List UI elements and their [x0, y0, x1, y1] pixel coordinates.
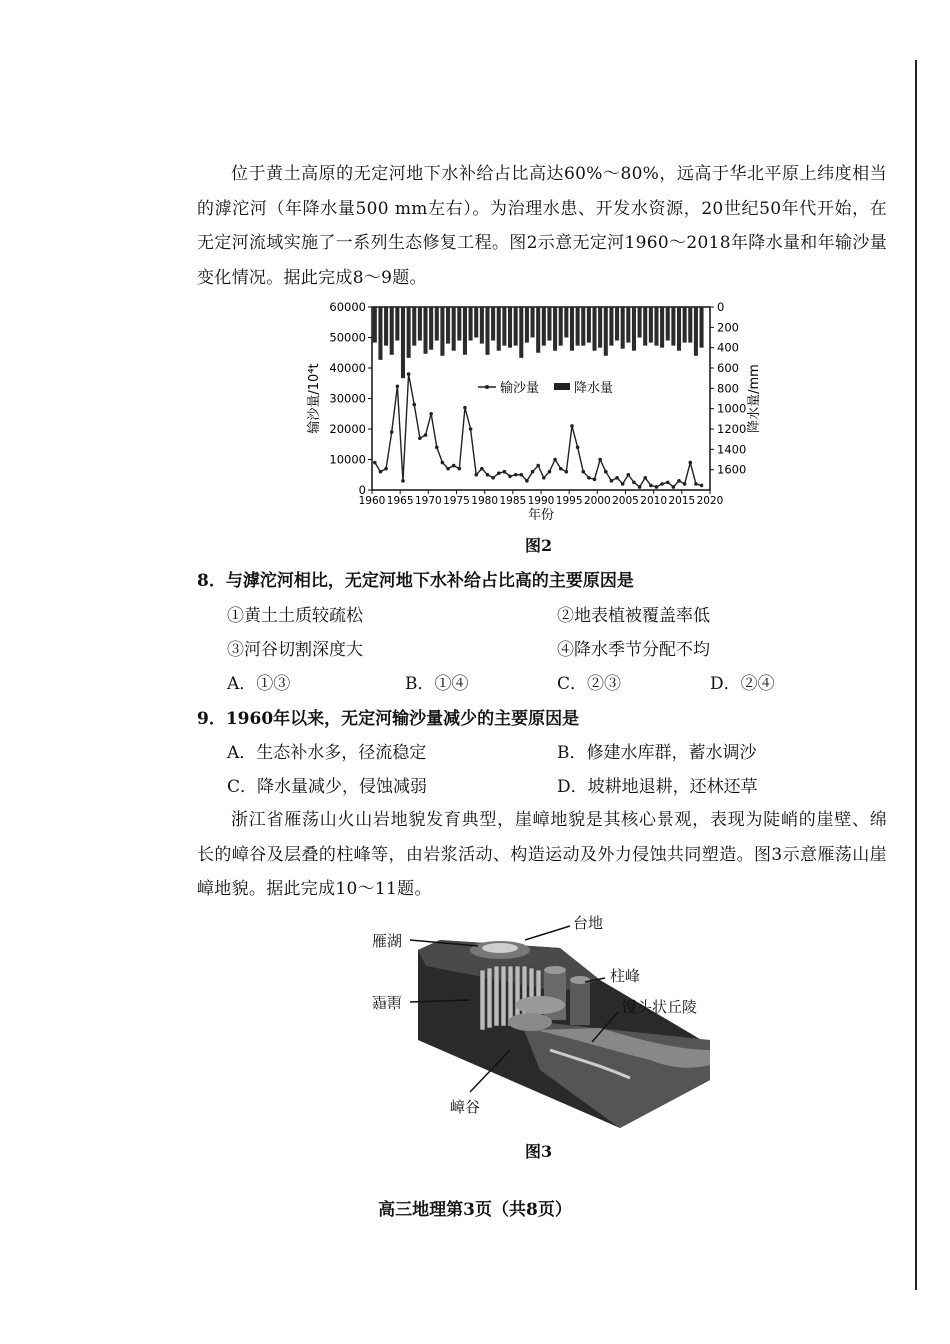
y-left-axis-label: 输沙量/10⁴t — [307, 363, 322, 434]
y-right-tick-label-1600: 1600 — [717, 462, 747, 477]
precip-bar-2002 — [609, 307, 613, 346]
precip-bar-1988 — [531, 307, 535, 338]
label-zhanggu: 嶂谷 — [450, 1098, 481, 1116]
plot-frame — [372, 307, 710, 490]
precip-bar-1973 — [446, 307, 450, 344]
precip-bar-2009 — [649, 307, 653, 343]
sediment-point-1981 — [491, 476, 495, 480]
sediment-point-1963 — [390, 430, 394, 434]
precip-bar-2014 — [677, 307, 681, 351]
precip-bar-2015 — [683, 307, 687, 343]
sediment-point-1962 — [384, 467, 388, 471]
legend-precip-label: 降水量 — [574, 381, 614, 396]
precip-bar-1995 — [570, 307, 574, 351]
sediment-point-1967 — [412, 403, 416, 407]
precip-bar-1985 — [514, 307, 518, 346]
sediment-point-2017 — [694, 482, 698, 486]
sediment-point-1975 — [458, 467, 462, 471]
precip-bar-2000 — [598, 307, 602, 348]
sediment-point-2007 — [638, 485, 642, 489]
x-tick-label-1960: 1960 — [358, 495, 386, 507]
chart-svg — [300, 295, 780, 525]
page-edge-line — [915, 60, 917, 1290]
precip-bar-1986 — [519, 307, 523, 358]
question-9-stem: 9．1960年以来，无定河输沙量减少的主要原因是 — [197, 709, 580, 729]
precip-bar-2006 — [632, 307, 636, 351]
precip-bar-1997 — [581, 307, 585, 346]
precip-bar-1998 — [587, 307, 591, 343]
precip-bar-1980 — [485, 307, 489, 355]
q9-choice-a[interactable]: A．生态补水多，径流稳定 — [227, 743, 427, 763]
legend-precip-swatch — [554, 383, 570, 390]
sediment-point-2013 — [672, 485, 676, 489]
y-right-tick-label-1200: 1200 — [717, 422, 747, 436]
sediment-point-1980 — [486, 473, 490, 477]
y-left-tick-label-40000: 40000 — [329, 361, 366, 375]
label-zhufeng: 柱峰 — [610, 967, 641, 985]
sediment-point-2004 — [621, 482, 625, 486]
sediment-point-1974 — [452, 464, 456, 468]
sediment-point-2012 — [666, 481, 670, 485]
sediment-point-1997 — [581, 470, 585, 474]
y-left-tick-label-20000: 20000 — [329, 422, 366, 436]
x-tick-label-2015: 2015 — [668, 495, 696, 507]
q8-item-2: ②地表植被覆盖率低 — [557, 606, 710, 626]
sediment-point-2003 — [615, 476, 619, 480]
precip-bar-1999 — [592, 307, 596, 351]
q9-choice-d[interactable]: D．坡耕地退耕，还林还草 — [557, 777, 758, 797]
precip-bar-1970 — [429, 307, 433, 350]
q8-choice-c[interactable]: C．②③ — [557, 674, 622, 694]
y-right-tick-label-800: 800 — [717, 381, 739, 396]
sediment-point-1978 — [474, 473, 478, 477]
precip-bar-2001 — [604, 307, 608, 356]
x-axis-label: 年份 — [527, 508, 555, 523]
x-tick-label-1975: 1975 — [443, 495, 470, 507]
sediment-point-2014 — [677, 479, 681, 483]
sediment-point-1960 — [373, 461, 377, 465]
precip-bar-1978 — [474, 307, 478, 338]
precip-bar-1975 — [457, 307, 461, 341]
precip-bar-2007 — [638, 307, 642, 338]
precip-bar-1990 — [542, 307, 546, 346]
sediment-point-1973 — [446, 467, 450, 471]
figure-3-diagram — [360, 900, 740, 1130]
sediment-point-1990 — [542, 476, 546, 480]
intro-paragraph-q8-9: 位于黄土高原的无定河地下水补给占比高达60%～80%，远高于华北平原上纬度相当的滹沱河（年降水量500 mm左右）。为治理水患、开发水资源，20世纪50年代开始，在无定河流域实施了一系列生态修复工程。图2示意无定河1960～2018年降水量和年输沙量变化情况。据此完成8～9题。 — [197, 164, 887, 288]
q8-item-3: ③河谷切割深度大 — [227, 640, 363, 660]
sediment-point-1994 — [565, 470, 569, 474]
precip-bar-2013 — [671, 307, 675, 346]
legend-sediment-dot — [485, 385, 489, 389]
precip-bar-2003 — [615, 307, 619, 341]
precip-bar-1965 — [401, 307, 405, 378]
sediment-point-1985 — [514, 473, 518, 477]
precip-bar-2018 — [700, 307, 704, 348]
x-tick-label-1980: 1980 — [471, 495, 499, 507]
y-right-tick-label-400: 400 — [717, 340, 739, 355]
x-tick-label-1985: 1985 — [499, 495, 527, 507]
precip-bar-1982 — [497, 307, 501, 351]
y-left-tick-label-60000: 60000 — [329, 300, 366, 314]
precip-bar-1971 — [435, 307, 439, 341]
sediment-point-1976 — [463, 406, 467, 410]
figure-3-caption: 图3 — [525, 1142, 553, 1161]
precip-bar-2016 — [688, 307, 692, 343]
precip-bar-1967 — [412, 307, 416, 346]
y-right-tick-label-1000: 1000 — [717, 401, 747, 416]
sediment-point-1995 — [570, 424, 574, 428]
y-right-tick-label-0: 0 — [717, 300, 725, 314]
sediment-point-1989 — [536, 464, 540, 468]
sediment-point-1964 — [396, 385, 400, 389]
intro-paragraph-q10-11: 浙江省雁荡山火山岩地貌发育典型，崖嶂地貌是其核心景观，表现为陡峭的崖壁、绵长的嶂谷及层叠的柱峰等，由岩浆活动、构造运动及外力侵蚀共同塑造。图3示意雁荡山崖嶂地貌。据此完成10～11题。 — [197, 810, 887, 899]
precip-bar-1992 — [553, 307, 557, 351]
sediment-point-1970 — [429, 412, 433, 416]
q9-choice-b[interactable]: B．修建水库群，蓄水调沙 — [557, 743, 757, 763]
label-taidi: 台地 — [573, 914, 604, 932]
y-left-tick-label-30000: 30000 — [329, 391, 366, 406]
sediment-point-1993 — [559, 467, 563, 471]
precip-bar-1984 — [508, 307, 512, 348]
precip-bar-1960 — [373, 307, 377, 343]
precip-bar-1966 — [407, 307, 411, 358]
x-tick-label-1970: 1970 — [414, 495, 442, 507]
sediment-point-2016 — [688, 461, 692, 465]
x-tick-label-1990: 1990 — [527, 495, 555, 507]
sediment-point-1992 — [553, 458, 557, 462]
precip-bar-2008 — [643, 307, 647, 346]
sediment-point-2010 — [655, 485, 659, 489]
precip-bar-2005 — [626, 307, 630, 343]
y-left-tick-label-0: 0 — [358, 483, 366, 497]
precip-bar-1962 — [384, 307, 388, 346]
q8-item-1: ①黄土土质较疏松 — [227, 606, 363, 626]
q8-choice-d[interactable]: D．②④ — [710, 674, 775, 694]
y-right-tick-label-200: 200 — [717, 320, 739, 335]
sediment-point-1998 — [587, 476, 591, 480]
precip-bar-1968 — [418, 307, 422, 341]
precip-bar-1969 — [423, 307, 427, 354]
label-yanhu: 雁湖 — [372, 932, 403, 950]
precip-bar-2017 — [694, 307, 698, 356]
precip-bar-1974 — [452, 307, 456, 351]
precip-bar-1983 — [502, 307, 506, 346]
sediment-point-2006 — [632, 481, 636, 485]
sediment-point-1991 — [548, 470, 552, 474]
sediment-point-1969 — [424, 433, 428, 437]
y-left-tick-label-10000: 10000 — [329, 452, 366, 467]
sediment-point-1984 — [508, 474, 512, 478]
precip-bar-1987 — [525, 307, 529, 343]
sediment-point-1972 — [441, 461, 445, 465]
precip-bar-1964 — [395, 307, 399, 341]
sediment-point-1982 — [497, 471, 501, 475]
precip-bar-1961 — [378, 307, 382, 360]
x-tick-label-2005: 2005 — [612, 495, 639, 507]
precip-bar-1996 — [576, 307, 580, 346]
y-right-tick-label-600: 600 — [717, 361, 739, 375]
precip-bar-1991 — [547, 307, 551, 341]
precip-bar-1979 — [480, 307, 484, 344]
sediment-point-1961 — [379, 470, 383, 474]
sediment-point-1971 — [435, 446, 439, 450]
precip-bar-1972 — [440, 307, 444, 356]
precip-bar-2010 — [654, 307, 658, 346]
precip-bar-2004 — [621, 307, 625, 349]
figure-2-caption: 图2 — [525, 536, 553, 555]
q8-item-4: ④降水季节分配不均 — [557, 640, 710, 660]
label-yabi: 崖壁 — [372, 993, 403, 1011]
x-tick-label-2000: 2000 — [583, 495, 611, 507]
precip-bar-1993 — [559, 307, 563, 346]
sediment-point-2011 — [660, 482, 664, 486]
figure-2-chart — [300, 295, 780, 525]
sediment-point-2005 — [627, 473, 631, 477]
sediment-point-1983 — [503, 470, 507, 474]
q8-choice-a[interactable]: A．①③ — [227, 674, 291, 694]
x-tick-label-2020: 2020 — [696, 495, 724, 507]
sediment-point-1986 — [519, 473, 523, 477]
y-right-axis-label: 降水量/mm — [747, 364, 762, 433]
y-right-tick-label-1400: 1400 — [717, 442, 747, 457]
sediment-point-2002 — [610, 479, 614, 483]
q8-choice-b[interactable]: B．①④ — [405, 674, 469, 694]
sediment-point-2008 — [643, 476, 647, 480]
sediment-point-1968 — [418, 436, 422, 440]
x-tick-label-2010: 2010 — [640, 495, 668, 507]
precip-bar-2011 — [660, 307, 664, 348]
precip-bar-1976 — [463, 307, 467, 355]
precip-bar-1989 — [536, 307, 540, 353]
legend-sediment-label: 输沙量 — [500, 381, 540, 396]
sediment-point-2000 — [598, 458, 602, 462]
sediment-point-1988 — [531, 470, 535, 474]
precip-bar-2012 — [666, 307, 670, 341]
q9-choice-c[interactable]: C．降水量减少，侵蚀减弱 — [227, 777, 428, 797]
y-left-tick-label-50000: 50000 — [329, 330, 366, 345]
precip-bar-1963 — [390, 307, 394, 355]
sediment-point-1965 — [401, 479, 405, 483]
label-mantou: 馒头状丘陵 — [622, 998, 698, 1016]
sediment-point-1966 — [407, 372, 411, 376]
sediment-point-2015 — [683, 482, 687, 486]
sediment-point-2009 — [649, 484, 653, 488]
sediment-point-1977 — [469, 427, 473, 431]
sediment-point-1979 — [480, 467, 484, 471]
precip-bar-1977 — [469, 307, 473, 341]
sediment-point-1987 — [525, 479, 529, 483]
sediment-point-1996 — [576, 446, 580, 450]
sediment-point-1999 — [593, 478, 597, 482]
precip-bar-1981 — [491, 307, 495, 341]
page-footer: 高三地理第3页（共8页） — [378, 1200, 572, 1220]
question-8-stem: 8．与滹沱河相比，无定河地下水补给占比高的主要原因是 — [197, 571, 634, 591]
x-tick-label-1965: 1965 — [386, 495, 414, 507]
sediment-point-2001 — [604, 470, 608, 474]
sediment-point-2018 — [700, 484, 704, 488]
precip-bar-1994 — [564, 307, 568, 338]
x-tick-label-1995: 1995 — [555, 495, 583, 507]
